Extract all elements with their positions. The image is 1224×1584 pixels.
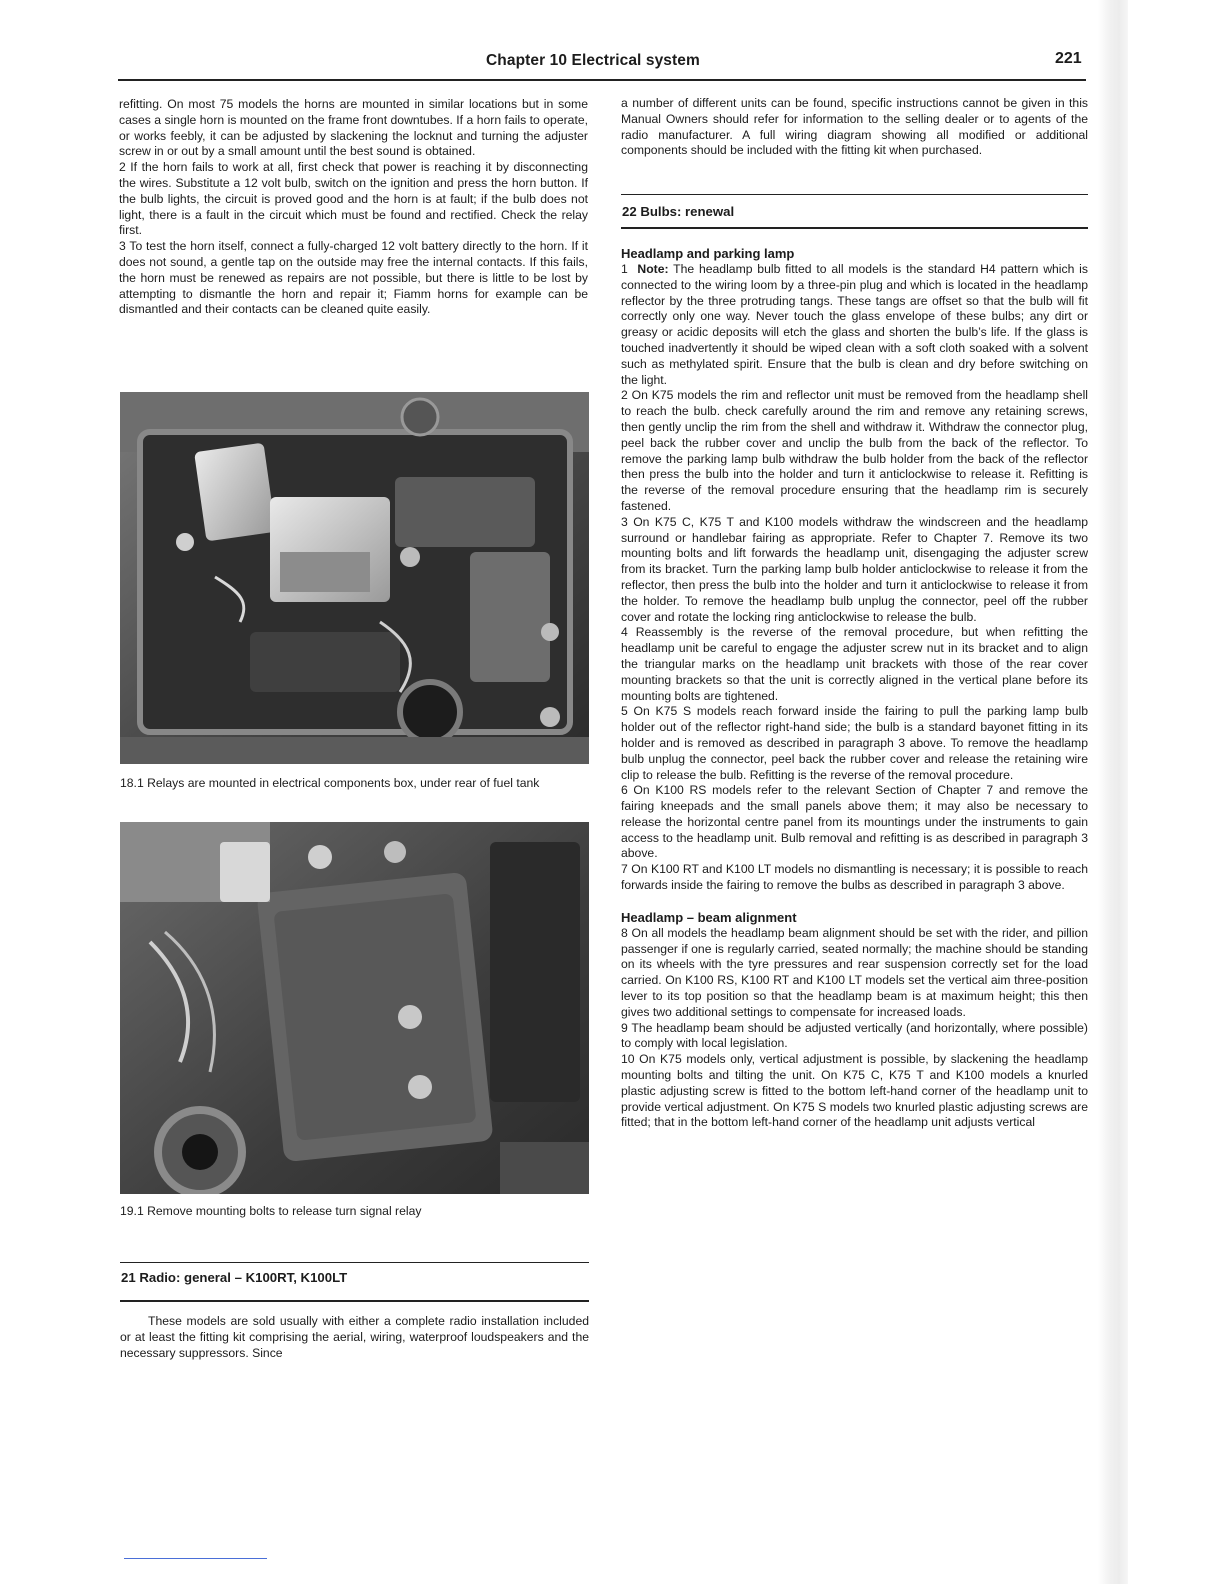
section-rule-bottom <box>120 1300 589 1302</box>
header-rule <box>118 79 1086 81</box>
section-rule-top <box>621 194 1088 195</box>
page-number: 221 <box>1055 50 1082 67</box>
subheading-headlamp-parking: Headlamp and parking lamp <box>621 246 795 261</box>
section-rule-top <box>120 1262 589 1263</box>
paragraph <box>621 262 1088 388</box>
subheading-beam-alignment: Headlamp – beam alignment <box>621 909 797 925</box>
paragraph-text: The headlamp bulb fitted to all models is the standard H4 pattern which is connected to the wiring loom by a three-pin plug and which is located in the headlamp reflector by the three protruding tangs. These tangs are offset so that the bulb will fit correctly only one way. Never touch the glass envelope of these bulbs; any dirt or greasy or acidic deposits will etch the glass and shorten the bulb’s life. If the glass is touched inadvertently it should be wiped clean with a soft cloth soaked with a solvent such as methylated spirit. Ensure that the bulb is clean and dry before switching on the light. <box>621 262 1088 387</box>
figure-18-1-photo <box>120 392 589 764</box>
paragraph: 5 On K75 S models reach forward inside the fairing to pull the parking lamp bulb holder out of the reflector right-hand side; the bulb is a standard bayonet fitting in its holder and is removed as described in paragraph 3 above. To remove the headlamp bulb unplug the connector, peel back the rubber cover and release the retaining wire clip to release the bulb. Refitting is the reverse of the removal procedure. <box>621 704 1088 782</box>
paragraph: 8 On all models the headlamp beam alignment should be set with the rider, and pillion passenger if one is regularly carried, seated normally; the machine should be standing on its wheels with the tyre pressures and rear suspension correctly set for the load carried. On K100 RS, K100 RT and K100 LT models set the vertical aim three-position lever to its top position so that the headlamp beam is at maximum height; this then gives two additional settings to compensate for increased loads. <box>621 925 1088 1019</box>
paragraph: 3 To test the horn itself, connect a fully-charged 12 volt battery directly to the horn. If it does not sound, a gentle tap on the outside may free the internal contacts. If this fails, the horn must be renewed as repairs are not possible, but there is little to be lost by attempting to dismantle the horn and repair it; Fiamm horns for example can be dismantled and their contacts can be cleaned quite easily. <box>119 239 588 317</box>
paragraph: 2 On K75 models the rim and reflector unit must be removed from the headlamp shell to reach the bulb. check carefully around the rim and remove any retaining screws, then gently unclip the rim from the shell and withdraw it. Withdraw the connector plug, peel back the rubber cover and unclip the bulb from the back of the reflector. To remove the parking lamp bulb withdraw the bulb holder from the back of the reflector then press the bulb into the holder and turn it anticlockwise to release it. Refitting is the reverse of the removal procedure ensuring that the headlamp rim is securely fastened. <box>621 388 1088 513</box>
section-rule-bottom <box>621 227 1088 229</box>
section-21-body <box>120 1314 589 1361</box>
section-22-title: 22 Bulbs: renewal <box>622 204 735 219</box>
section-21-title: 21 Radio: general – K100RT, K100LT <box>121 1270 348 1285</box>
paragraph: 7 On K100 RT and K100 LT models no dismantling is necessary; it is possible to reach forwards inside the fairing to remove the bulbs as described in paragraph 3 above. <box>621 862 1088 893</box>
left-column <box>119 97 588 318</box>
figure-19-1-caption: 19.1 Remove mounting bolts to release turn signal relay <box>120 1204 422 1218</box>
paragraph: a number of different units can be found, specific instructions cannot be given in this Manual Owners should refer for information to the selling dealer or to agents of the radio manufacturer. A full wiring diagram showing all modified or additional components should be included with the fitting kit when purchased. <box>621 96 1088 158</box>
right-column <box>621 96 1088 159</box>
paragraph: 9 The headlamp beam should be adjusted vertically (and horizontally, where possible) to comply with local legislation. <box>621 1020 1088 1051</box>
paragraph: 2 If the horn fails to work at all, first check that power is reaching it by disconnecting the wires. Substitute a 12 volt bulb, switch on the ignition and press the horn button. If the bulb lights, the circuit is proved good and the horn is at fault; if the bulb does not light, there is a fault in the circuit which must be found and rectified. Check the relay first. <box>119 160 588 238</box>
figure-18-1-caption: 18.1 Relays are mounted in electrical components box, under rear of fuel tank <box>120 776 540 790</box>
paragraph: 6 On K100 RS models refer to the relevant Section of Chapter 7 and remove the fairing kneepads and the small panels above them; it may also be necessary to release the horizontal centre panel from its mountings under the instruments to gain access to the headlamp unit. Bulb removal and refitting is as described in paragraph 3 above. <box>621 783 1088 861</box>
paragraph-number: 1 <box>621 262 628 276</box>
chapter-title: Chapter 10 Electrical system <box>486 52 700 69</box>
paragraph: 3 On K75 C, K75 T and K100 models withdraw the windscreen and the headlamp surround or handlebar fairing as appropriate. Refer to Chapter 7. Remove its two mounting bolts and lift forwards the headlamp unit, disengaging the adjuster screw from its bracket. Turn the parking lamp bulb holder anticlockwise to release it from the reflector, then press the bulb into the holder and turn it anticlockwise to release it from the holder. To remove the headlamp bulb unplug the connector, peel off the rubber cover and rotate the locking ring anticlockwise to release the bulb. <box>621 514 1088 624</box>
note-label: Note: <box>637 262 669 276</box>
paragraph: refitting. On most 75 models the horns are mounted in similar locations but in some cases a single horn is mounted on the frame front downtubes. If a horn fails to operate, or works feebly, it can be adjusted by slackening the locknut and turning the adjuster screw in or out by a small amount until the best sound is obtained. <box>119 97 588 159</box>
paragraph: 4 Reassembly is the reverse of the removal procedure, but when refitting the headlamp unit be careful to engage the adjuster screw nut in its bracket and to align the triangular marks on the headlamp unit brackets with those of the rear cover mounting brackets so that the unit is correctly aligned in the vertical plane before its mounting bolts are tightened. <box>621 625 1088 703</box>
footer-line <box>124 1558 267 1559</box>
scan-edge-shadow <box>1098 0 1128 1584</box>
figure-19-1-photo <box>120 822 589 1194</box>
paragraph: These models are sold usually with either a complete radio installation included or at least the fitting kit comprising the aerial, wiring, waterproof loudspeakers and the necessary suppressors. Since <box>120 1314 589 1360</box>
section-21-heading <box>120 1262 589 1306</box>
paragraph: 10 On K75 models only, vertical adjustment is possible, by slackening the headlamp mounting bolts and tilting the unit. On K75 C, K75 T and K100 models a knurled plastic adjusting screw is fitted to the bottom left-hand corner of the headlamp unit to provide vertical adjustment. On K75 S models two knurled plastic adjusting screws are fitted; that in the bottom left-hand corner of the headlamp unit adjusts vertical <box>621 1052 1088 1130</box>
section-22-heading <box>621 194 1088 234</box>
section-22-body <box>621 234 1088 1131</box>
